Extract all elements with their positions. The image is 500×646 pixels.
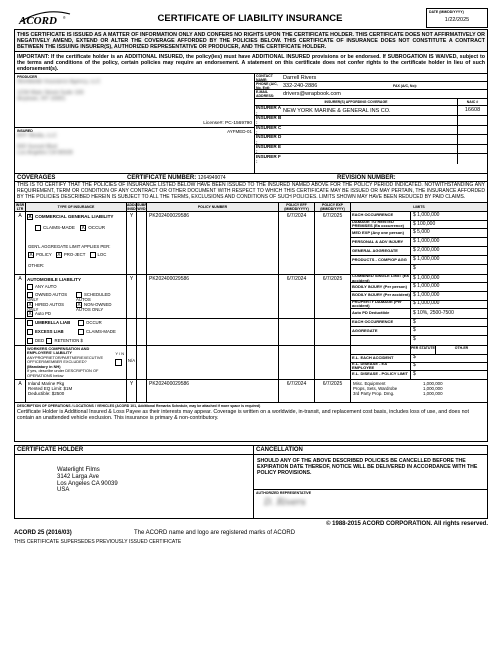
limit-value: $ — [413, 336, 416, 343]
gl-title-line — [26, 212, 126, 222]
insured-label: INSURED — [17, 129, 33, 134]
inland-exp-date: 6/7/2025 — [315, 380, 351, 402]
limit-row — [351, 238, 487, 247]
umbrella-limits — [351, 319, 487, 345]
insurer-row — [255, 126, 487, 136]
footer-row — [14, 530, 488, 537]
col-type-of-insurance: TYPE OF INSURANCE — [26, 203, 127, 211]
inland-limit-value: 1,000,000 — [423, 390, 443, 396]
col-limits: LIMITS — [413, 204, 425, 209]
limit-value: $ — [413, 362, 416, 369]
wc-limit-rows — [351, 355, 487, 379]
authorized-signature: D. Rivers — [264, 497, 306, 508]
gl-ltr: A — [15, 212, 26, 274]
wc-policy — [147, 346, 279, 379]
limit-label: MED EXP (Any one person) — [351, 229, 411, 237]
limit-label: AGGREGATE — [351, 327, 411, 335]
umbrella-occur-checkbox[interactable] — [78, 320, 84, 326]
limit-row — [351, 256, 487, 265]
gl-cgl-checkbox[interactable]: X — [28, 213, 32, 220]
holder-cancel-body — [14, 455, 488, 519]
contact-insurers-right — [255, 74, 487, 173]
wc-title: WORKERS COMPENSATION AND EMPLOYERS' LIABILITY — [27, 345, 90, 356]
limit-value: $ 1,000,000 — [413, 283, 440, 290]
document-title: CERTIFICATE OF LIABILITY INSURANCE — [157, 13, 343, 25]
limit-row — [351, 319, 487, 328]
inland-line-2: Rented EQ Limit: $1M — [28, 385, 73, 391]
wc-type — [26, 346, 127, 379]
coverages-header — [14, 174, 488, 182]
excess-liab-line — [27, 329, 64, 335]
certificate-page — [14, 6, 488, 642]
producer-address-2: Anytown, NY 10001 — [17, 96, 66, 103]
insurers-header — [255, 99, 487, 106]
wc-limits — [351, 346, 487, 379]
producer-address-1: 1234 Main Street Suite 100 — [17, 89, 84, 96]
auto-pd-label: Auto PD — [35, 310, 52, 316]
holder-address-2: Los Angeles CA 90039 — [57, 480, 118, 487]
limit-row — [351, 360, 487, 371]
gl-project-checkbox[interactable]: X — [57, 251, 61, 258]
insurer-row — [255, 135, 487, 145]
wc-other: OTH-ER — [454, 345, 469, 350]
producer-license: License#: PC-1569790 — [203, 120, 252, 126]
certificate-number: 1264949074 — [197, 174, 226, 181]
gl-claims-made-checkbox[interactable] — [35, 225, 41, 231]
gl-title: COMMERCIAL GENERAL LIABILITY — [35, 213, 114, 219]
insurer-naic — [457, 135, 487, 144]
copyright: © 1988-2015 ACORD CORPORATION. All rights reserved. — [326, 520, 488, 527]
limit-value: $ — [413, 318, 416, 325]
limit-label: E.L. DISEASE - POLICY LIMIT — [351, 371, 411, 379]
excess-liab-label: EXCESS LIAB — [35, 328, 64, 334]
gl-addl: Y — [127, 212, 137, 274]
certificate-number-group — [127, 175, 337, 182]
insurer-row — [255, 154, 487, 164]
wc-yn: Y / N — [115, 350, 124, 356]
auto-pd-line — [27, 311, 51, 317]
contact-email-label: E-MAIL ADDRESS: — [256, 90, 275, 99]
limit-value: $ 1,000,000 — [413, 300, 440, 307]
umbrella-retention-label: RETENTION $ — [54, 337, 83, 343]
wc-describe: If yes, describe under DESCRIPTION OF OPERATIONS below — [27, 368, 99, 378]
holder-name: Waterlight Films — [57, 466, 100, 473]
limit-value: $ — [413, 354, 416, 361]
limit-label: E.L. DISEASE - EA EMPLOYEE — [351, 363, 411, 370]
holder-address-1: 3142 Larga Ave — [57, 473, 99, 480]
limit-value: $ 1,000,000 — [413, 291, 440, 298]
contact-fax-label: FAX (A/C, No): — [393, 83, 417, 88]
contact-phone: 332-240-2886 — [283, 82, 318, 89]
wc-exp — [315, 346, 351, 379]
limit-row — [351, 298, 487, 310]
insurer-list — [255, 106, 487, 164]
registered-marks: The ACORD name and logo are registered marks of ACORD — [134, 529, 296, 536]
limit-row — [351, 336, 487, 345]
umbrella-occur-label: OCCUR — [86, 319, 102, 325]
insured-address-2: Los Angeles CA 90028 — [17, 150, 73, 157]
contact-email-row — [255, 90, 487, 99]
svg-text:®: ® — [63, 16, 66, 20]
auto-owned-label: OWNED AUTOS ONLY — [27, 291, 68, 302]
limit-value: $ 2,000,000 — [413, 247, 440, 254]
auto-type — [26, 275, 127, 318]
coverage-table — [14, 203, 488, 403]
gl-occur-checkbox[interactable]: X — [81, 224, 85, 231]
col-policy-eff: POLICY EFF (MM/DD/YYYY) — [279, 203, 315, 211]
col-subr-wvd: SUBR WVD — [137, 202, 147, 211]
wc-officer: ANYPROPRIETOR/PARTNER/EXECUTIVE OFFICER/MEMBER EXCLUDED? — [27, 354, 104, 365]
inland-ltr: A — [15, 380, 26, 402]
producer-label: PRODUCER — [17, 75, 38, 80]
auto-addl: Y — [127, 275, 137, 318]
producer-block — [15, 74, 254, 128]
excess-liab-checkbox[interactable] — [27, 329, 33, 335]
contact-phone-label: PHONE (A/C, No, Ext): — [256, 81, 278, 90]
limit-value: $ 1,000,000 — [413, 238, 440, 245]
producer-name: Worldwide Insurance Agency, LLC — [17, 79, 101, 86]
description-of-operations — [14, 403, 488, 442]
revision-number-label: REVISION NUMBER: — [337, 174, 396, 181]
producer-insured-left — [15, 74, 255, 173]
umbrella-addl — [127, 319, 137, 345]
insurer-letter: INSURER D : — [256, 134, 282, 145]
insurer-row — [255, 116, 487, 126]
umbrella-liab-checkbox[interactable] — [27, 320, 33, 326]
gl-other-label: OTHER: — [28, 262, 45, 268]
contact-name-row — [255, 74, 487, 82]
limit-value: $ 1,000,000 — [413, 211, 440, 218]
gl-loc-checkbox[interactable] — [90, 252, 96, 258]
authorized-rep-block — [254, 489, 487, 509]
auto-liability-row — [15, 272, 487, 319]
gl-policy-checkbox[interactable]: X — [29, 251, 33, 258]
limit-row — [351, 309, 487, 318]
gl-claims-made-label: CLAIMS-MADE — [43, 224, 75, 230]
inland-limit-label: 3rd Party Prop. Dmg. — [353, 390, 395, 396]
auto-hired-label: HIRED AUTOS ONLY — [27, 301, 65, 312]
inland-line-3: Deductible: $2500 — [28, 391, 65, 397]
limit-row — [351, 283, 487, 292]
umbrella-liab-line — [27, 320, 70, 326]
limit-label: DAMAGE TO RENTED PREMISES (Ea occurrence) — [351, 221, 411, 229]
limit-value: $ 5,000 — [413, 229, 430, 236]
umbrella-retention-checkbox[interactable] — [46, 338, 52, 344]
inland-eff-date: 6/7/2024 — [279, 380, 315, 402]
umbrella-policy — [147, 319, 279, 345]
limit-row — [351, 229, 487, 238]
limit-value: $ — [413, 265, 416, 272]
cancellation-block — [254, 455, 488, 519]
limit-label — [351, 336, 411, 345]
wc-subr — [137, 346, 147, 379]
insurer-naic — [457, 116, 487, 125]
limit-value: $ 100,000 — [413, 220, 436, 227]
insurers-affording-label: INSURER(S) AFFORDING COVERAGE — [324, 100, 388, 105]
limit-label: COMBINED SINGLE LIMIT (Ea accident) — [351, 275, 411, 283]
umbrella-row — [15, 319, 487, 346]
acord-logo — [14, 6, 74, 28]
coverages-statement: THIS IS TO CERTIFY THAT THE POLICIES OF INSURANCE LISTED BELOW HAVE BEEN ISSUED TO THE INSURED NAMED ABOVE FOR THE POLICY PERIOD INDICATED. NOTWITHSTANDING ANY REQUIREMENT, TERM OR CONDITION OF ANY CONTRACT OR OTHER DOCUMENT WITH RESPECT TO WHICH THIS CERTIFICATE MAY BE ISSUED OR MAY PERTAIN, THE INSURANCE AFFORDED BY THE POLICIES DESCRIBED HEREIN IS SUBJECT TO ALL THE TERMS, EXCLUSIONS AND CONDITIONS OF SUCH POLICIES. LIMITS SHOWN MAY HAVE BEEN REDUCED BY PAID CLAIMS. — [14, 182, 488, 202]
authorized-rep-label: AUTHORIZED REPRESENTATIVE — [256, 490, 312, 495]
limit-row — [351, 272, 487, 284]
contact-email: drivers@wrapbook.com — [283, 91, 341, 98]
contact-name: Darrell Rivers — [283, 74, 317, 81]
general-liability-row — [15, 212, 487, 275]
auto-pd-checkbox[interactable]: X — [28, 310, 32, 317]
umbrella-claims-label: CLAIMS-MADE — [86, 328, 116, 334]
notice-issued-info: THIS CERTIFICATE IS ISSUED AS A MATTER OF INFORMATION ONLY AND CONFERS NO RIGHTS UPON THE CERTIFICATE HOLDER. THIS CERTIFICATE DOES NOT AFFIRMATIVELY OR NEGATIVELY AMEND, EXTEND OR ALTER THE COVERAGE AFFORDED BY THE POLICIES BELOW. THIS CERTIFICATE OF INSURANCE DOES NOT CONSTITUTE A CONTRACT BETWEEN THE ISSUING INSURER(S), AUTHORIZED REPRESENTATIVE OR PRODUCER, AND THE CERTIFICATE HOLDER. — [14, 29, 488, 52]
gl-eff-date: 6/7/2024 — [279, 212, 315, 274]
auto-scheduled-label: SCHEDULED AUTOS — [76, 291, 111, 302]
insurer-naic — [457, 126, 487, 135]
insurer-letter: INSURER F : — [256, 153, 281, 165]
umbrella-type — [26, 319, 127, 345]
umbrella-ded-label: DED — [35, 337, 45, 343]
auto-exp-date: 6/7/2025 — [315, 275, 351, 318]
holder-country: USA — [57, 487, 70, 494]
limit-row — [351, 247, 487, 256]
insurer-letter: INSURER A : — [256, 105, 281, 116]
limit-label: EACH OCCURRENCE — [351, 319, 411, 327]
inland-limit-value: 1,000,000 — [423, 380, 443, 386]
limit-label: Auto PD Deductible — [351, 309, 411, 318]
date-label: DATE (MM/DD/YYYY) — [429, 10, 464, 14]
certificate-holder-label: CERTIFICATE HOLDER — [14, 445, 254, 455]
limit-value: $ 10%, 2500-7500 — [413, 309, 454, 316]
coverage-table-header — [15, 203, 487, 212]
gl-type — [26, 212, 127, 274]
gl-project-label: PRO-JECT — [63, 251, 86, 257]
auto-hired-checkbox[interactable]: X — [28, 301, 32, 308]
umbrella-exp — [315, 319, 351, 345]
gl-exp-date: 6/7/2025 — [315, 212, 351, 274]
holder-cancel-headers — [14, 445, 488, 455]
inland-limit-values — [413, 381, 485, 401]
insurer-letter: INSURER B : — [256, 115, 282, 126]
limit-row — [351, 218, 487, 230]
limit-row — [351, 327, 487, 336]
auto-nonowned-checkbox[interactable]: X — [77, 301, 81, 308]
limit-value: $ 1,000,000 — [413, 274, 440, 281]
inland-limit-value: 1,000,000 — [423, 385, 443, 391]
inland-policy-number: PK202400029586 — [147, 380, 279, 402]
naic-label: NAIC # — [457, 99, 487, 105]
auto-limits — [351, 272, 487, 318]
inland-addl: Y — [127, 380, 137, 402]
coverages-label: COVERAGES — [17, 174, 56, 181]
gl-policy-label: POLICY — [36, 251, 52, 257]
inland-title: Inland Marine Pkg — [28, 380, 65, 386]
date-box — [426, 8, 488, 28]
insured-code: AYFMED-01 — [227, 129, 252, 135]
producer-insured-section — [14, 74, 488, 174]
umbrella-occur-line — [78, 320, 102, 326]
umbrella-liab-label: UMBRELLA LIAB — [35, 319, 71, 325]
inland-limits — [351, 380, 487, 402]
description-text: Certificate Holder is Additional Insured & Loss Payee as their interests may appear. Coverage is written on a worldwide, in-transit, and replacement cost basis, includes loss of use, and does not contain an unattended vehicle exclusion. This insurance is primary & non-contributory. — [17, 408, 469, 421]
auto-nonowned-label: NON-OWNED AUTOS ONLY — [76, 301, 112, 312]
insurer-row — [255, 145, 487, 155]
insurer-name: NEW YORK MARINE & GENERAL INS CO. — [283, 107, 391, 114]
wc-ltr — [15, 346, 26, 379]
gl-claims-occur-line — [26, 222, 126, 231]
wc-mandatory: (Mandatory in NH) — [27, 363, 61, 369]
limit-label: PRODUCTS - COMP/OP AGG — [351, 256, 411, 264]
notice-important-text: IMPORTANT: If the certificate holder is an ADDITIONAL INSURED, the policy(ies) must have ADDITIONAL INSURED provisions or be endorsed. If SUBROGATION IS WAIVED, subject to the terms and conditions of the policy, certain policies may require an endorsement. A statement on this certificate does not confer rights to the certificate holder in lieu of such endorsement(s). — [17, 53, 485, 72]
limit-value: $ 1,000,000 — [413, 255, 440, 262]
umbrella-claims-checkbox[interactable] — [78, 329, 84, 335]
gl-aggregate-options — [28, 252, 106, 258]
limit-label: GENERAL AGGREGATE — [351, 247, 411, 255]
col-insr-ltr: INSR LTR — [15, 202, 25, 211]
limit-label: EACH OCCURRENCE — [351, 212, 411, 220]
limit-label: PROPERTY DAMAGE (Per accident) — [351, 301, 411, 309]
notice-important — [14, 52, 488, 74]
contact-phone-row — [255, 82, 487, 90]
header — [14, 6, 488, 28]
cancellation-text: SHOULD ANY OF THE ABOVE DESCRIBED POLICIES BE CANCELLED BEFORE THE EXPIRATION DATE THEREOF, NOTICE WILL BE DELIVERED IN ACCORDANCE WITH THE POLICY PROVISIONS. — [257, 457, 478, 476]
certificate-number-label: CERTIFICATE NUMBER: — [127, 174, 197, 181]
auto-subr — [137, 275, 147, 318]
insured-address-1: 500 Sunset Blvd — [17, 143, 58, 150]
wc-statute-row — [351, 346, 487, 355]
auto-nonowned-line — [76, 302, 126, 313]
inland-subr — [137, 380, 147, 402]
certificate-holder-block — [14, 455, 254, 519]
form-number: ACORD 25 (2016/03) — [14, 529, 72, 536]
umbrella-claims-line — [78, 329, 116, 335]
acord-logo-mark — [14, 6, 74, 28]
col-policy-exp: POLICY EXP (MM/DD/YYYY) — [315, 203, 351, 211]
insurer-naic — [457, 145, 487, 154]
insurer-row — [255, 106, 487, 116]
inland-type — [26, 380, 127, 402]
umbrella-ltr — [15, 319, 26, 345]
auto-title: AUTOMOBILE LIABILITY — [27, 276, 82, 282]
umbrella-eff — [279, 319, 315, 345]
inland-limit-label: Misc. Equipment — [353, 380, 386, 386]
workers-comp-row — [15, 346, 487, 380]
auto-any-line — [27, 284, 57, 290]
wc-eff — [279, 346, 315, 379]
gl-policy-number: PK202400029586 — [147, 212, 279, 274]
limit-row — [351, 371, 487, 379]
gl-limits — [351, 212, 487, 274]
limit-value: $ — [413, 327, 416, 334]
auto-eff-date: 6/7/2024 — [279, 275, 315, 318]
date-value: 1/22/2025 — [444, 17, 470, 24]
wc-yn-box[interactable] — [115, 359, 122, 366]
umbrella-subr — [137, 319, 147, 345]
gl-occur-label: OCCUR — [88, 224, 106, 230]
auto-any-label: ANY AUTO — [35, 283, 57, 289]
auto-policy-number: PK202400029586 — [147, 275, 279, 318]
limit-label: E.L. EACH ACCIDENT — [351, 355, 411, 362]
col-addl-insd: ADDL INSD — [127, 202, 137, 211]
supersedes-note: THIS CERTIFICATE SUPERSEDES PREVIOUSLY ISSUED CERTIFICATE — [14, 538, 182, 545]
contact-name-label: CONTACT NAME: — [256, 73, 273, 82]
insurer-naic: 16608 — [457, 106, 487, 115]
limit-value: $ — [413, 370, 416, 377]
insured-block — [15, 128, 254, 173]
inland-limit-labels — [353, 381, 413, 401]
insured-name: AYF Media, LLC — [17, 133, 57, 140]
insurer-naic — [457, 154, 487, 164]
wc-na: N/A — [127, 346, 137, 379]
auto-ltr: A — [15, 275, 26, 318]
limit-label: BODILY INJURY (Per person) — [351, 283, 411, 291]
gl-aggregate-applies-label: GEN'L AGGREGATE LIMIT APPLIES PER: — [28, 243, 111, 249]
wc-per-statute: PER STATUTE — [411, 346, 436, 354]
svg-text:ACORD: ACORD — [19, 15, 57, 27]
insurer-letter: INSURER C : — [256, 124, 282, 135]
description-label: DESCRIPTION OF OPERATIONS / LOCATIONS / VEHICLES (ACORD 101, Additional Remarks Schedule, may be attached if more space is required) — [17, 403, 261, 408]
limit-label: PERSONAL & ADV INJURY — [351, 238, 411, 246]
umbrella-ded-line — [27, 338, 83, 344]
inland-limit-label: Props, Sets, Wardrobe — [353, 385, 398, 391]
insurer-letter: INSURER E : — [256, 143, 282, 155]
gl-loc-label: LOC — [97, 251, 107, 257]
limit-label: BODILY INJURY (Per accident) — [351, 292, 411, 300]
inland-marine-row — [15, 380, 487, 402]
auto-any-checkbox[interactable] — [27, 284, 33, 290]
col-policy-number: POLICY NUMBER — [147, 203, 279, 211]
gl-subr — [137, 212, 147, 274]
umbrella-ded-checkbox[interactable] — [27, 338, 33, 344]
cancellation-label: CANCELLATION — [254, 445, 488, 455]
